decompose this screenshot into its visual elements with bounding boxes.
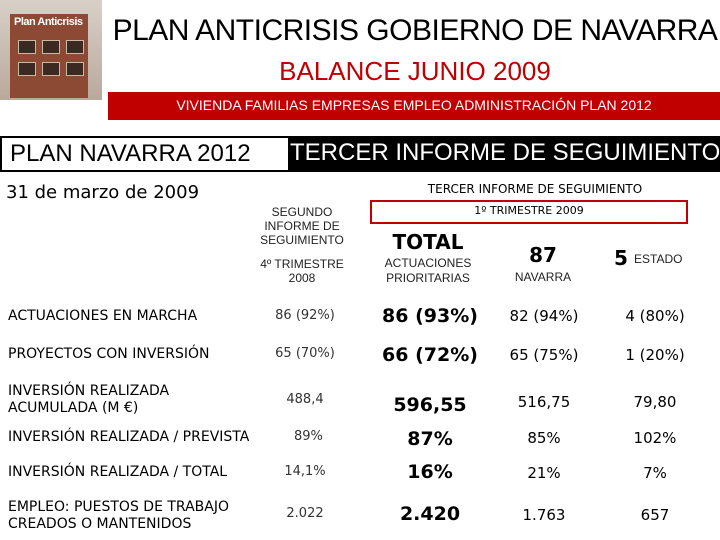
row-label-inversion-acumulada: INVERSIÓN REALIZADA ACUMULADA (M €) [8, 383, 170, 416]
col-header-5: 5 [614, 246, 628, 270]
col-header-87: 87 [529, 243, 557, 267]
row-value-total: 596,55 [393, 394, 467, 416]
row-value-navarra: 1.763 [522, 506, 566, 524]
col-header-third-report: TERCER INFORME DE SEGUIMIENTO [427, 182, 643, 196]
row-label-inversion-total: INVERSIÓN REALIZADA / TOTAL [8, 464, 228, 480]
report-title: TERCER INFORME DE SEGUIMIENTO [290, 139, 720, 166]
row-value-estado: 102% [633, 429, 677, 447]
row-value-navarra: 21% [527, 464, 561, 482]
row-label-inversion-prevista: INVERSIÓN REALIZADA / PREVISTA [8, 429, 250, 445]
row-value-second: 86 (92%) [275, 308, 335, 323]
page-title: PLAN ANTICRISIS GOBIERNO DE NAVARRA [112, 14, 718, 47]
col-header-priority-actions: ACTUACIONES PRIORITARIAS [384, 256, 472, 285]
logo-text: Plan Anticrisis [14, 16, 83, 28]
row-value-total: 16% [407, 461, 453, 483]
row-value-second: 65 (70%) [275, 346, 335, 361]
row-value-navarra: 65 (75%) [509, 346, 579, 364]
row-value-total: 66 (72%) [382, 344, 478, 366]
row-label-actuaciones: ACTUACIONES EN MARCHA [8, 308, 198, 324]
col-header-second-report: SEGUNDO INFORME DE SEGUIMIENTO [260, 205, 344, 247]
page-subtitle: BALANCE JUNIO 2009 [279, 56, 551, 86]
row-value-navarra: 82 (94%) [509, 307, 579, 325]
row-value-estado: 657 [640, 506, 670, 524]
row-value-estado: 1 (20%) [625, 346, 685, 364]
row-value-navarra: 85% [527, 429, 561, 447]
row-value-navarra: 516,75 [517, 393, 571, 411]
row-value-estado: 79,80 [633, 393, 677, 411]
section-nav-text: VIVIENDA FAMILIAS EMPRESAS EMPLEO ADMINISTRACIÓN PLAN 2012 [176, 97, 652, 113]
row-value-total: 2.420 [399, 503, 461, 525]
row-label-proyectos: PROYECTOS CON INVERSIÓN [8, 346, 210, 362]
col-header-q1-2009: 1º TRIMESTRE 2009 [474, 204, 584, 217]
report-date: 31 de marzo de 2009 [6, 182, 200, 203]
col-header-total: TOTAL [392, 230, 464, 254]
row-value-second: 89% [294, 429, 323, 444]
col-header-q4-2008: 4º TRIMESTRE 2008 [260, 257, 344, 285]
plan-anticrisis-logo [0, 0, 102, 100]
col-header-estado: ESTADO [634, 252, 683, 266]
row-value-estado: 7% [643, 464, 667, 482]
row-value-second: 2.022 [286, 506, 324, 521]
row-value-second: 488,4 [286, 392, 324, 407]
row-value-total: 86 (93%) [382, 305, 478, 327]
row-value-total: 87% [407, 428, 453, 450]
row-value-second: 14,1% [284, 464, 326, 479]
col-header-navarra: NAVARRA [514, 270, 572, 284]
row-value-estado: 4 (80%) [625, 307, 685, 325]
plan-label: PLAN NAVARRA 2012 [10, 140, 251, 167]
row-label-empleo: EMPLEO: PUESTOS DE TRABAJO CREADOS O MANTENIDOS [8, 499, 229, 532]
